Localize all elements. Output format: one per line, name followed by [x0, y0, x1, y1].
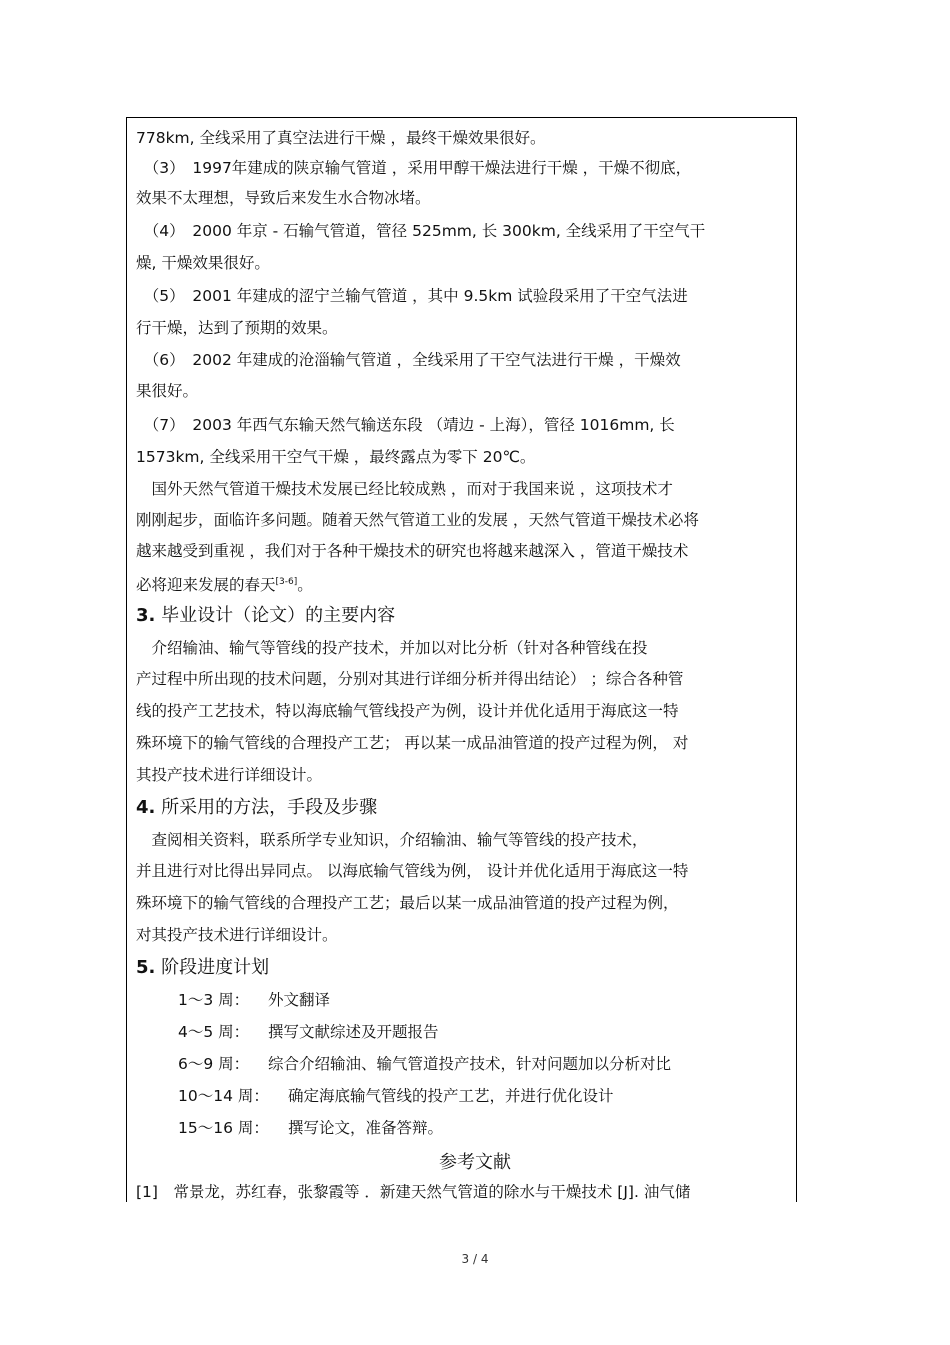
reference-item: [1] 常景龙，苏红春，张黎霞等 ．新建天然气管道的除水与干燥技术 [J]. 油气储: [136, 1183, 691, 1201]
section-number: 4.: [136, 797, 156, 818]
schedule-weeks: 4～5 周：: [178, 1023, 250, 1041]
text-line: （7） 2003 年西气东输天然气输送东段 （靖边 - 上海），管径 1016mm, 长: [136, 416, 675, 434]
text-line: 并且进行对比得出异同点。 以海底输气管线为例， 设计并优化适用于海底这一特: [136, 862, 689, 880]
references-title: 参考文献: [439, 1152, 511, 1173]
page-number: 3 / 4: [461, 1252, 489, 1266]
section-title: 毕业设计（论文）的主要内容: [161, 605, 396, 626]
text-line: （6） 2002 年建成的沧淄输气管道 ，全线采用了干空气法进行干燥 ，干燥效: [136, 351, 681, 369]
text-line: 线的投产工艺技术，特以海底输气管线投产为例，设计并优化适用于海底这一特: [136, 702, 679, 720]
schedule-task: 确定海底输气管线的投产工艺，并进行优化设计: [288, 1087, 614, 1105]
schedule-weeks: 1～3 周：: [178, 991, 250, 1009]
text-line: 1573km, 全线采用干空气干燥 ，最终露点为零下 20℃。: [136, 448, 536, 466]
schedule-row: [178, 1022, 439, 1042]
text-line: 介绍输油、输气等管线的投产技术，并加以对比分析（针对各种管线在投: [136, 639, 648, 657]
schedule-row: [178, 1054, 671, 1074]
section-4-heading: [136, 798, 377, 818]
section-3-heading: [136, 606, 395, 626]
text-line: 殊环境下的输气管线的合理投产工艺；最后以某一成品油管道的投产过程为例，: [136, 894, 679, 912]
text-line-end: 。: [297, 576, 313, 594]
citation: [3-6]: [275, 577, 298, 587]
schedule-weeks: 6～9 周：: [178, 1055, 250, 1073]
section-number: 5.: [136, 957, 156, 978]
text-line: 其投产技术进行详细设计。: [136, 766, 323, 784]
schedule-task: 撰写论文，准备答辩。: [288, 1119, 444, 1137]
text-line: 产过程中所出现的技术问题，分别对其进行详细分析并得出结论） ；综合各种管: [136, 670, 684, 688]
text-line: 刚刚起步，面临许多问题。随着天然气管道工业的发展 ，天然气管道干燥技术必将: [136, 511, 699, 529]
schedule-row: [178, 990, 330, 1010]
text-line: 效果不太理想，导致后来发生水合物冰堵。: [136, 189, 431, 207]
section-title: 阶段进度计划: [161, 957, 270, 978]
text-line-part: 必将迎来发展的春天: [136, 576, 276, 594]
text-line: 778km, 全线采用了真空法进行干燥 ，最终干燥效果很好。: [136, 129, 546, 147]
section-5-heading: [136, 958, 269, 978]
schedule-task: 综合介绍输油、输气管道投产技术，针对问题加以分析对比: [268, 1055, 672, 1073]
schedule-weeks: 10～14 周：: [178, 1087, 269, 1105]
schedule-task: 撰写文献综述及开题报告: [268, 1023, 439, 1041]
text-line: （3） 1997年建成的陕京输气管道 ，采用甲醇干燥法进行干燥 ，干燥不彻底，: [136, 159, 692, 177]
schedule-task: 外文翻译: [268, 991, 331, 1009]
text-line: 国外天然气管道干燥技术发展已经比较成熟 ，而对于我国来说 ，这项技术才: [136, 480, 673, 498]
text-line: 越来越受到重视 ，我们对于各种干燥技术的研究也将越来越深入 ，管道干燥技术: [136, 542, 689, 560]
text-line: [136, 572, 313, 595]
text-line: 燥, 干燥效果很好。: [136, 254, 270, 272]
text-line: 对其投产技术进行详细设计。: [136, 926, 338, 944]
text-line: 行干燥，达到了预期的效果。: [136, 319, 338, 337]
schedule-row: [178, 1086, 614, 1106]
schedule-weeks: 15～16 周：: [178, 1119, 269, 1137]
text-line: （4） 2000 年京 - 石输气管道，管径 525mm, 长 300km, 全线采用了干空气干: [136, 222, 706, 240]
text-line: （5） 2001 年建成的涩宁兰输气管道 ，其中 9.5km 试验段采用了干空气法进: [136, 287, 688, 305]
text-line: 查阅相关资料，联系所学专业知识，介绍输油、输气等管线的投产技术，: [136, 831, 648, 849]
schedule-row: [178, 1118, 443, 1138]
text-line: 果很好。: [136, 382, 199, 400]
section-title: 所采用的方法，手段及步骤: [161, 797, 378, 818]
text-line: 殊环境下的输气管线的合理投产工艺； 再以某一成品油管道的投产过程为例， 对: [136, 734, 689, 752]
section-number: 3.: [136, 605, 156, 626]
